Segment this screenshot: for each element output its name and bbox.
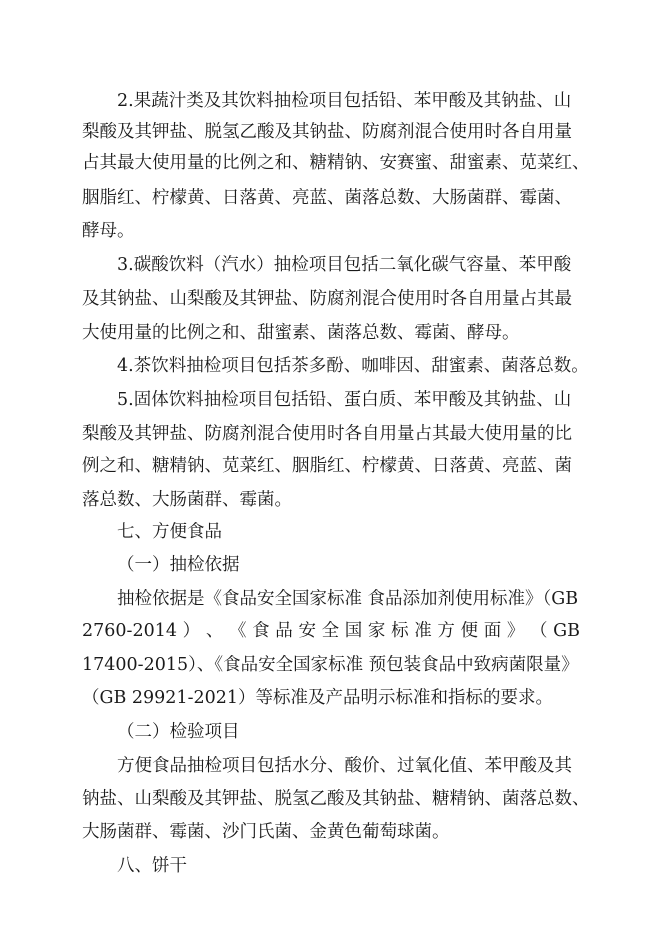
text-line: 大使用量的比例之和、甜蜜素、菌落总数、霉菌、酵母。 xyxy=(82,323,520,343)
paragraph-line xyxy=(0,148,662,178)
section-heading xyxy=(0,851,662,881)
paragraph-line xyxy=(0,451,662,481)
paragraph-line xyxy=(0,351,662,381)
paragraph-line xyxy=(0,683,662,713)
paragraph-line xyxy=(0,584,662,614)
text-token: 国 xyxy=(344,621,363,641)
text-token: 标 xyxy=(391,621,409,641)
text-line: 钠盐、山梨酸及其钾盐、脱氢乙酸及其钠盐、糖精钠、菌落总数、 xyxy=(82,789,590,809)
text-line: 5.固体饮料抽检项目包括铅、蛋白质、苯甲酸及其钠盐、山 xyxy=(117,390,572,410)
text-line: 17400-2015）、《食品安全国家标准 预包装食品中致病菌限量》 xyxy=(82,655,579,675)
text-line: 4.茶饮料抽检项目包括茶多酚、咖啡因、甜蜜素、菌落总数。 xyxy=(117,356,589,376)
paragraph-line xyxy=(0,284,662,314)
text-line: 抽检依据是《食品安全国家标准 食品添加剂使用标准》（GB xyxy=(117,589,579,609)
subsection-heading xyxy=(0,717,662,747)
paragraph-line xyxy=(0,250,662,280)
paragraph-line xyxy=(0,117,662,147)
text-line: 占其最大使用量的比例之和、糖精钠、安赛蜜、甜蜜素、苋菜红、 xyxy=(82,153,590,173)
text-token: 品 xyxy=(275,621,293,641)
heading-seven-two: （二）检验项目 xyxy=(117,722,240,742)
paragraph-line-justified xyxy=(0,616,662,646)
text-token: 准 xyxy=(414,621,432,641)
text-line: 酵母。 xyxy=(82,221,135,241)
text-line: 胭脂红、柠檬黄、日落黄、亮蓝、菌落总数、大肠菌群、霉菌、 xyxy=(82,188,572,208)
paragraph-line xyxy=(0,751,662,781)
text-line: 方便食品抽检项目包括水分、酸价、过氧化值、苯甲酸及其 xyxy=(117,756,572,776)
text-token: 2760-2014 xyxy=(82,621,177,641)
paragraph-line xyxy=(0,784,662,814)
paragraph-line xyxy=(0,216,662,246)
paragraph-line xyxy=(0,318,662,348)
text-line: 及其钠盐、山梨酸及其钾盐、防腐剂混合使用时各自用量占其最 xyxy=(82,289,572,309)
text-token: 安 xyxy=(298,621,316,641)
heading-seven: 七、方便食品 xyxy=(117,522,222,542)
text-line: （GB 29921-2021）等标准及产品明示标准和指标的要求。 xyxy=(82,688,554,708)
text-token: GB xyxy=(553,621,580,641)
section-heading xyxy=(0,517,662,547)
text-token: （ xyxy=(530,621,548,641)
text-token: 》 xyxy=(506,621,525,641)
text-token: 《 xyxy=(228,621,247,641)
text-line: 梨酸及其钾盐、脱氢乙酸及其钠盐、防腐剂混合使用时各自用量 xyxy=(82,122,572,142)
text-line: 梨酸及其钾盐、防腐剂混合使用时各自用量占其最大使用量的比 xyxy=(82,424,572,444)
text-line: 3.碳酸饮料（汽水）抽检项目包括二氧化碳气容量、苯甲酸 xyxy=(117,255,572,275)
text-line: 例之和、糖精钠、苋菜红、胭脂红、柠檬黄、日落黄、亮蓝、菌 xyxy=(82,456,572,476)
subsection-heading xyxy=(0,550,662,580)
paragraph-line xyxy=(0,385,662,415)
text-token: 面 xyxy=(483,621,502,641)
text-line: 落总数、大肠菌群、霉菌。 xyxy=(82,490,292,510)
paragraph-line xyxy=(0,485,662,515)
text-line: 大肠菌群、霉菌、沙门氏菌、金黄色葡萄球菌。 xyxy=(82,822,450,842)
paragraph-line xyxy=(0,817,662,847)
text-token: 家 xyxy=(367,621,386,641)
heading-eight: 八、饼干 xyxy=(117,856,187,876)
justified-text-line xyxy=(82,616,580,646)
paragraph-line xyxy=(0,86,662,116)
paragraph-line xyxy=(0,419,662,449)
text-token: 食 xyxy=(252,621,270,641)
text-line: 2.果蔬汁类及其饮料抽检项目包括铅、苯甲酸及其钠盐、山 xyxy=(117,91,572,111)
text-token: ） xyxy=(182,621,201,641)
text-token: 全 xyxy=(321,621,340,641)
text-token: 方 xyxy=(437,621,455,641)
heading-seven-one: （一）抽检依据 xyxy=(117,555,240,575)
text-token: 、 xyxy=(205,621,224,641)
text-token: 便 xyxy=(460,621,479,641)
paragraph-line xyxy=(0,650,662,680)
paragraph-line xyxy=(0,183,662,213)
